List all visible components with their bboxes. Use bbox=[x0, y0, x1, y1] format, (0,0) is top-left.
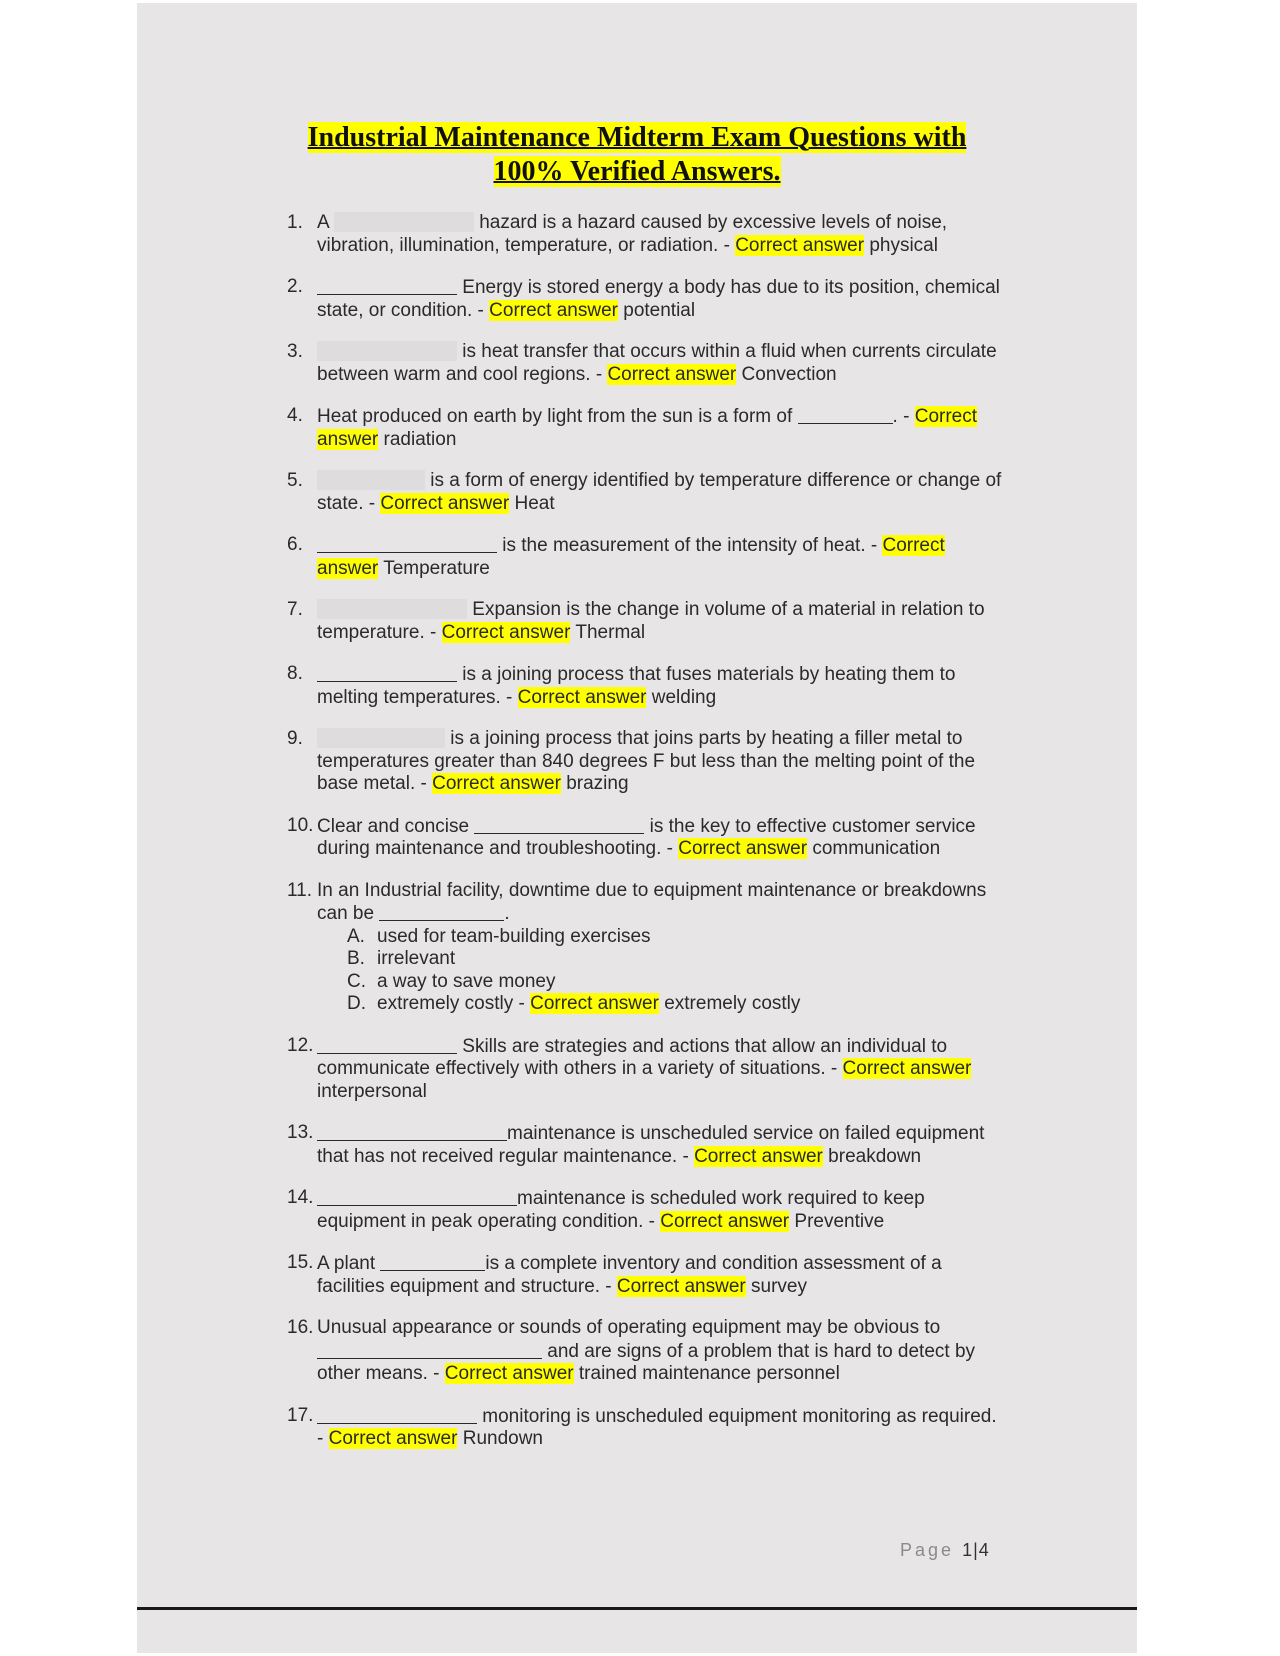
question-text: Skills are strategies and actions that allow an individual to communicate effectively with others in a variety of situations. - bbox=[317, 1035, 948, 1079]
question-number: 12. bbox=[287, 1034, 314, 1056]
question-text: maintenance is scheduled work required to keep equipment in peak operating condition. - bbox=[317, 1188, 925, 1232]
answer-blank bbox=[474, 815, 644, 834]
correct-answer-label: Correct answer bbox=[616, 1275, 746, 1297]
question-text-pre: Clear and concise bbox=[317, 815, 470, 837]
correct-answer-label: Correct answer bbox=[328, 1428, 458, 1449]
question-text: and are signs of a problem that is hard to detect by other means. - bbox=[317, 1340, 976, 1384]
question-number: 8. bbox=[287, 663, 303, 684]
option-text: irrelevant bbox=[377, 948, 456, 969]
question-text-pre: A bbox=[317, 212, 329, 233]
correct-answer-label: Correct answer bbox=[842, 1058, 972, 1079]
question-text-pre: A plant bbox=[317, 1253, 376, 1274]
option-letter: C. bbox=[347, 970, 366, 992]
answer-text: Thermal bbox=[575, 621, 646, 643]
question-text: is a complete inventory and condition assessment of a facilities equipment and structure. - bbox=[317, 1253, 942, 1297]
option-item bbox=[347, 993, 1007, 1016]
correct-answer-label: Correct answer bbox=[489, 299, 618, 321]
title-line-1: Industrial Maintenance Midterm Exam Questions with bbox=[307, 122, 967, 153]
question-number: 1. bbox=[287, 212, 303, 233]
option-text: used for team-building exercises bbox=[377, 925, 651, 947]
correct-answer-label: Correct answer bbox=[317, 535, 945, 579]
question-text: is heat transfer that occurs within a fluid when currents circulate between warm and cool regions. - bbox=[317, 341, 997, 385]
question-item bbox=[287, 880, 1007, 1016]
correct-answer-label: Correct answer bbox=[432, 773, 561, 794]
option-text: a way to save money bbox=[377, 970, 556, 992]
question-text: Expansion is the change in volume of a material in relation to temperature. - bbox=[317, 599, 985, 643]
answer-blank bbox=[317, 341, 457, 361]
question-number: 15. bbox=[287, 1252, 314, 1273]
question-number: 6. bbox=[287, 534, 303, 555]
question-list bbox=[287, 212, 1007, 1451]
question-item bbox=[287, 276, 1007, 322]
answer-blank bbox=[380, 1252, 485, 1271]
answer-blank bbox=[334, 212, 474, 232]
document-title bbox=[137, 121, 1137, 189]
question-number: 16. bbox=[287, 1317, 314, 1338]
question-item bbox=[287, 1187, 1007, 1233]
answer-blank bbox=[317, 1035, 457, 1054]
question-item bbox=[287, 1317, 1007, 1386]
answer-blank bbox=[317, 599, 467, 619]
question-text-pre: Heat produced on earth by light from the sun is a form of bbox=[317, 406, 793, 427]
correct-answer-label: Correct answer bbox=[678, 838, 808, 859]
answer-blank bbox=[317, 1405, 477, 1424]
answer-blank bbox=[317, 663, 457, 682]
answer-text: extremely costly bbox=[664, 993, 801, 1014]
question-number: 5. bbox=[287, 470, 303, 491]
page-bottom-rule bbox=[137, 1607, 1137, 1610]
answer-text: potential bbox=[623, 299, 696, 321]
correct-answer-label: Correct answer bbox=[441, 621, 571, 643]
question-text-pre: Unusual appearance or sounds of operating equipment may be obvious to bbox=[317, 1317, 941, 1338]
correct-answer-label: Correct answer bbox=[517, 686, 647, 708]
question-number: 14. bbox=[287, 1187, 314, 1208]
correct-answer-label: Correct answer bbox=[444, 1363, 574, 1384]
answer-text: communication bbox=[812, 838, 941, 859]
question-number: 2. bbox=[287, 276, 303, 297]
correct-answer-label: Correct answer bbox=[530, 993, 659, 1014]
question-text: hazard is a hazard caused by excessive levels of noise, vibration, illumination, temperature, or radiation. - bbox=[317, 212, 948, 256]
correct-answer-label: Correct answer bbox=[660, 1210, 790, 1232]
answer-text: brazing bbox=[566, 773, 629, 794]
question-number: 10. bbox=[287, 814, 314, 836]
question-text: Energy is stored energy a body has due to its position, chemical state, or condition. - bbox=[317, 277, 1000, 321]
answer-blank bbox=[317, 1122, 507, 1141]
question-item bbox=[287, 341, 1007, 386]
answer-text: physical bbox=[869, 234, 938, 256]
question-text: is a form of energy identified by temperature difference or change of state. - bbox=[317, 470, 1002, 514]
question-text: . - bbox=[892, 406, 910, 427]
question-item bbox=[287, 1252, 1007, 1298]
answer-blank bbox=[317, 276, 457, 295]
option-letter: B. bbox=[347, 948, 365, 969]
option-letter: A. bbox=[347, 925, 365, 947]
question-item bbox=[287, 1122, 1007, 1168]
answer-text: trained maintenance personnel bbox=[578, 1363, 840, 1384]
question-item bbox=[287, 1405, 1007, 1451]
correct-answer-label: Correct answer bbox=[735, 234, 865, 256]
page-footer bbox=[900, 1540, 990, 1561]
question-number: 17. bbox=[287, 1404, 314, 1426]
option-text: extremely costly - bbox=[377, 993, 525, 1014]
answer-blank bbox=[317, 470, 425, 490]
answer-text: Heat bbox=[514, 492, 555, 514]
question-number: 4. bbox=[287, 405, 303, 426]
question-item bbox=[287, 534, 1007, 580]
question-text: . bbox=[504, 903, 510, 924]
option-item bbox=[347, 948, 1007, 971]
answer-blank bbox=[317, 1340, 542, 1359]
question-text-pre: In an Industrial facility, downtime due to equipment maintenance or breakdowns can be bbox=[317, 879, 987, 924]
question-item bbox=[287, 663, 1007, 709]
correct-answer-label: Correct answer bbox=[380, 492, 510, 514]
answer-blank bbox=[379, 902, 504, 921]
answer-text: welding bbox=[651, 686, 717, 708]
correct-answer-label: Correct answer bbox=[317, 406, 978, 450]
question-text: is the key to effective customer service during maintenance and troubleshooting. - bbox=[317, 815, 976, 859]
document-page bbox=[137, 3, 1137, 1653]
question-item bbox=[287, 599, 1007, 644]
answer-blank bbox=[317, 534, 497, 553]
title-line-2: 100% Verified Answers. bbox=[493, 156, 781, 187]
question-number: 7. bbox=[287, 599, 303, 620]
question-text: is a joining process that fuses materials by heating them to melting temperatures. - bbox=[317, 664, 956, 708]
answer-text: radiation bbox=[383, 428, 457, 450]
correct-answer-label: Correct answer bbox=[694, 1145, 823, 1167]
option-item bbox=[347, 926, 1007, 949]
page-label: Page bbox=[900, 1540, 955, 1560]
question-text: maintenance is unscheduled service on failed equipment that has not received regular maintenance. - bbox=[317, 1123, 985, 1167]
question-item bbox=[287, 405, 1007, 451]
question-number: 9. bbox=[287, 728, 303, 749]
option-item bbox=[347, 971, 1007, 994]
question-text: is the measurement of the intensity of heat. - bbox=[502, 535, 878, 556]
answer-text: interpersonal bbox=[317, 1080, 427, 1102]
question-item bbox=[287, 728, 1007, 796]
question-number: 3. bbox=[287, 341, 303, 362]
answer-text: survey bbox=[751, 1275, 807, 1297]
page-number: 1 bbox=[962, 1540, 974, 1560]
question-text: is a joining process that joins parts by heating a filler metal to temperatures greater than 840 degrees F but less than the melting point of the base metal. - bbox=[317, 728, 976, 794]
question-number: 13. bbox=[287, 1122, 314, 1143]
question-number: 11. bbox=[287, 879, 313, 901]
correct-answer-label: Correct answer bbox=[607, 363, 737, 385]
answer-text: Temperature bbox=[383, 557, 490, 579]
answer-text: breakdown bbox=[828, 1145, 922, 1167]
answer-text: Preventive bbox=[794, 1210, 885, 1232]
question-text: monitoring is unscheduled equipment monitoring as required. - bbox=[317, 1405, 997, 1449]
option-letter: D. bbox=[347, 993, 366, 1014]
answer-options bbox=[317, 926, 1007, 1016]
answer-blank bbox=[317, 1187, 517, 1206]
answer-blank bbox=[317, 728, 445, 748]
answer-blank bbox=[798, 405, 893, 424]
question-item bbox=[287, 470, 1007, 515]
answer-text: Convection bbox=[741, 363, 837, 385]
page-total: 4 bbox=[978, 1540, 990, 1560]
question-item bbox=[287, 212, 1007, 257]
answer-text: Rundown bbox=[462, 1428, 543, 1449]
page-separator: | bbox=[973, 1540, 979, 1560]
question-item bbox=[287, 1035, 1007, 1104]
question-item bbox=[287, 815, 1007, 861]
